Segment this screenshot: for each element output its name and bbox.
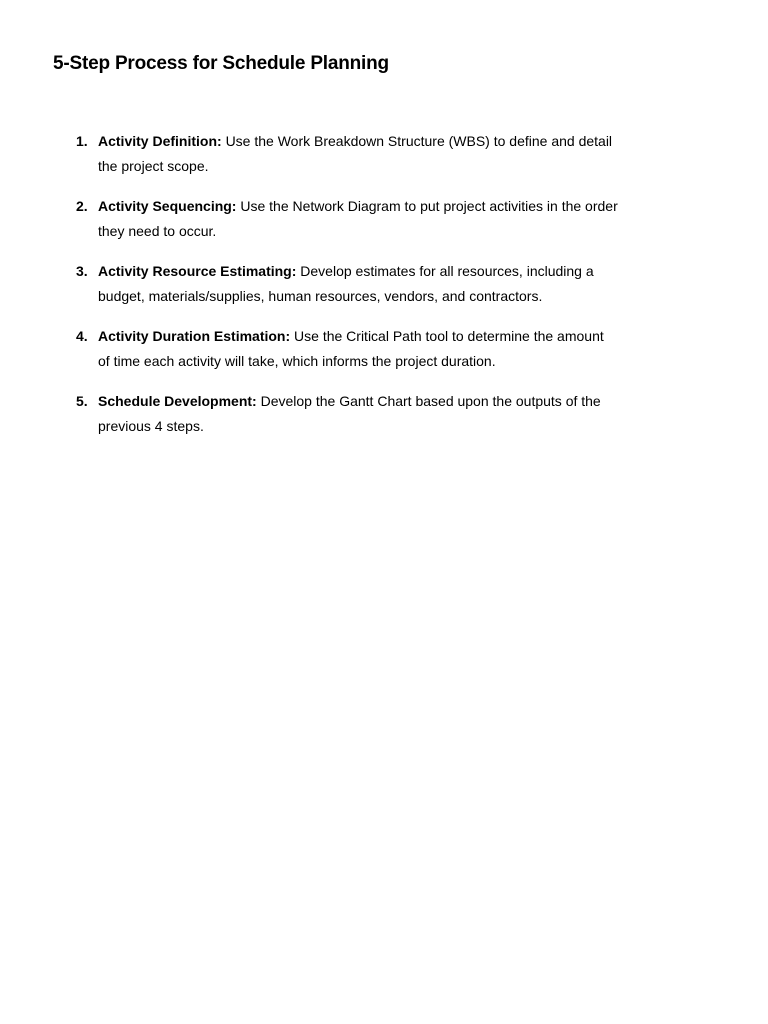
step-description: Use the Work Breakdown Structure (WBS) to define and detail the project scope. [98, 133, 613, 174]
step-item-2 [0, 194, 768, 243]
step-text [98, 259, 618, 308]
step-description: Develop estimates for all resources, including a budget, materials/supplies, human resources, vendors, and contractors. [98, 263, 594, 304]
step-description: Use the Critical Path tool to determine the amount of time each activity will take, which informs the project duration. [98, 328, 604, 369]
step-number: 5. [76, 393, 88, 409]
step-text [98, 389, 618, 438]
step-text [98, 129, 618, 178]
step-list [0, 129, 768, 454]
step-term: Activity Resource Estimating: [98, 263, 297, 279]
step-item-1 [0, 129, 768, 178]
step-term: Activity Sequencing: [98, 198, 237, 214]
step-term: Schedule Development: [98, 393, 257, 409]
step-item-4 [0, 324, 768, 373]
step-item-3 [0, 259, 768, 308]
step-term: Activity Duration Estimation: [98, 328, 291, 344]
step-description: Develop the Gantt Chart based upon the outputs of the previous 4 steps. [98, 393, 601, 434]
step-text [98, 194, 618, 243]
step-term: Activity Definition: [98, 133, 222, 149]
step-number: 2. [76, 198, 88, 214]
page-title: 5-Step Process for Schedule Planning [53, 53, 389, 74]
step-text [98, 324, 618, 373]
step-item-5 [0, 389, 768, 438]
step-number: 3. [76, 263, 88, 279]
step-description: Use the Network Diagram to put project activities in the order they need to occur. [98, 198, 618, 239]
step-number: 4. [76, 328, 88, 344]
step-number: 1. [76, 133, 88, 149]
